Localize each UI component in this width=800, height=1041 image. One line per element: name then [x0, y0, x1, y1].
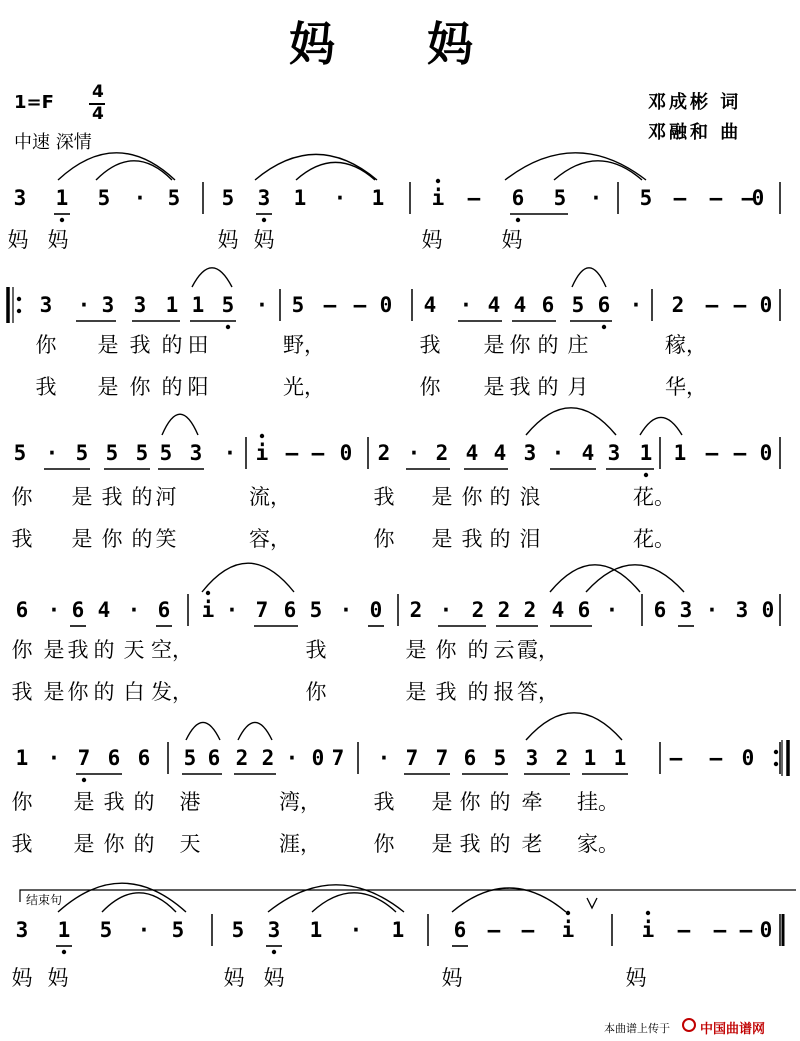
- lyric-syllable: 你: [67, 680, 89, 704]
- octave-dot-below: [272, 950, 276, 954]
- note: 6: [207, 746, 221, 770]
- lyric-syllable: 的: [489, 485, 511, 509]
- octave-dot-below: [60, 218, 64, 222]
- note: 2: [671, 293, 685, 317]
- lyric-syllable: 的: [93, 638, 115, 662]
- note: 5: [99, 918, 113, 942]
- site-logo-text: 中国曲谱网: [700, 1022, 766, 1037]
- octave-dot-above: [260, 434, 264, 438]
- lyric-syllable: 云: [493, 638, 515, 662]
- note: 3: [267, 918, 281, 942]
- note: ·: [47, 746, 61, 770]
- note: 1: [613, 746, 627, 770]
- note: 4: [465, 441, 479, 465]
- note: 0: [369, 598, 383, 622]
- repeat-dot: [17, 297, 21, 301]
- breath-mark: [587, 898, 597, 908]
- lyric-syllable: 是: [73, 790, 95, 814]
- note: i: [641, 918, 655, 942]
- lyricist-credit: 邓成彬 词: [648, 92, 742, 113]
- lyric-syllable: 的: [489, 832, 511, 856]
- note: ·: [551, 441, 565, 465]
- lyric-syllable: 阳: [187, 375, 209, 399]
- lyric-syllable: 涯，: [279, 832, 321, 856]
- note: 5: [493, 746, 507, 770]
- lyric-syllable: 的: [131, 485, 153, 509]
- lyric-syllable: 我: [11, 680, 33, 704]
- lyric-syllable: 妈: [421, 228, 443, 252]
- note: 5: [309, 598, 323, 622]
- lyric-syllable: 野，: [283, 333, 325, 357]
- lyric-syllable: 我: [11, 527, 33, 551]
- note: –: [669, 746, 683, 770]
- note: –: [353, 293, 367, 317]
- lyric-syllable: 笑: [155, 527, 177, 551]
- note: 2: [471, 598, 485, 622]
- note: ·: [339, 598, 353, 622]
- lyric-syllable: 的: [133, 832, 155, 856]
- note: 0: [759, 918, 773, 942]
- lyric-syllable: 光，: [283, 375, 325, 399]
- note: 6: [653, 598, 667, 622]
- note: –: [709, 746, 723, 770]
- lyric-syllable: 是: [73, 832, 95, 856]
- note: 0: [339, 441, 353, 465]
- octave-dot-below: [516, 218, 520, 222]
- note: –: [285, 441, 299, 465]
- note: 7: [331, 746, 345, 770]
- note: 4: [487, 293, 501, 317]
- note: –: [705, 293, 719, 317]
- note: 2: [261, 746, 275, 770]
- note: 2: [523, 598, 537, 622]
- note: ·: [77, 293, 91, 317]
- slur-arc: [58, 153, 175, 180]
- note: –: [323, 293, 337, 317]
- note: 5: [135, 441, 149, 465]
- note: ·: [589, 186, 603, 210]
- lyric-syllable: 的: [133, 790, 155, 814]
- note: 3: [15, 918, 29, 942]
- octave-dot-below: [62, 950, 66, 954]
- lyric-syllable: 妈: [263, 966, 285, 990]
- note: 5: [291, 293, 305, 317]
- slur-arc: [526, 408, 616, 435]
- note: ·: [459, 293, 473, 317]
- note: 1: [191, 293, 205, 317]
- note: ·: [223, 441, 237, 465]
- note: 0: [761, 598, 775, 622]
- lyric-syllable: 是: [71, 485, 93, 509]
- lyric-syllable: 你: [373, 527, 395, 551]
- note: 5: [221, 293, 235, 317]
- note: 6: [71, 598, 85, 622]
- note: 3: [189, 441, 203, 465]
- note: 5: [553, 186, 567, 210]
- lyric-syllable: 报: [493, 680, 515, 704]
- lyric-syllable: 是: [405, 680, 427, 704]
- note: –: [521, 918, 535, 942]
- slur-arc: [554, 161, 642, 180]
- lyric-syllable: 你: [101, 527, 123, 551]
- note: ·: [127, 598, 141, 622]
- note: ·: [47, 598, 61, 622]
- note: 1: [165, 293, 179, 317]
- note: i: [201, 598, 215, 622]
- upload-credit: 本曲谱上传于: [604, 1022, 670, 1035]
- note: 6: [511, 186, 525, 210]
- note: ·: [255, 293, 269, 317]
- lyric-syllable: 是: [97, 375, 119, 399]
- lyric-syllable: 的: [131, 527, 153, 551]
- lyric-syllable: 月: [567, 375, 589, 399]
- note: 5: [571, 293, 585, 317]
- lyric-syllable: 的: [467, 680, 489, 704]
- note: i: [561, 918, 575, 942]
- ending-bracket: [20, 890, 796, 902]
- ending-label: 结束句: [26, 893, 63, 907]
- lyric-syllable: 田: [187, 333, 209, 357]
- repeat-dot: [774, 750, 778, 754]
- lyric-syllable: 的: [161, 375, 183, 399]
- lyric-syllable: 你: [129, 375, 151, 399]
- octave-dot-below: [226, 325, 230, 329]
- lyric-syllable: 是: [431, 485, 453, 509]
- lyric-syllable: 是: [431, 790, 453, 814]
- note: 6: [463, 746, 477, 770]
- note: 4: [493, 441, 507, 465]
- note: 5: [167, 186, 181, 210]
- note: 3: [525, 746, 539, 770]
- lyric-syllable: 答，: [517, 680, 559, 704]
- lyric-syllable: 妈: [217, 228, 239, 252]
- lyric-syllable: 港: [179, 790, 201, 814]
- lyric-syllable: 的: [93, 680, 115, 704]
- note: 4: [581, 441, 595, 465]
- note: 1: [371, 186, 385, 210]
- note: –: [705, 441, 719, 465]
- lyric-syllable: 你: [373, 832, 395, 856]
- note: –: [677, 918, 691, 942]
- lyric-syllable: 你: [459, 790, 481, 814]
- octave-dot-below: [262, 218, 266, 222]
- note: 3: [13, 186, 27, 210]
- lyric-syllable: 的: [489, 790, 511, 814]
- lyric-syllable: 我: [35, 375, 57, 399]
- lyric-syllable: 河: [155, 485, 177, 509]
- note: 0: [741, 746, 755, 770]
- octave-dot-above: [436, 179, 440, 183]
- lyric-syllable: 空，: [151, 638, 193, 662]
- lyric-syllable: 我: [67, 638, 89, 662]
- lyric-syllable: 是: [97, 333, 119, 357]
- note: 5: [639, 186, 653, 210]
- slur-arc: [238, 722, 272, 740]
- lyric-syllable: 我: [461, 527, 483, 551]
- lyric-syllable: 的: [161, 333, 183, 357]
- lyric-syllable: 我: [373, 485, 395, 509]
- lyric-syllable: 是: [43, 638, 65, 662]
- lyric-syllable: 发，: [151, 680, 193, 704]
- note: 6: [157, 598, 171, 622]
- lyric-syllable: 我: [509, 375, 531, 399]
- slur-arc: [268, 885, 404, 912]
- slur-arc: [162, 414, 198, 435]
- note: ·: [705, 598, 719, 622]
- note: 7: [77, 746, 91, 770]
- note: 2: [497, 598, 511, 622]
- slur-arc: [202, 563, 294, 592]
- note: –: [673, 186, 687, 210]
- note: 1: [15, 746, 29, 770]
- lyric-syllable: 湾，: [279, 790, 321, 814]
- tempo-marking: 中速 深情: [14, 132, 92, 153]
- slur-arc: [192, 268, 232, 287]
- note: ·: [137, 918, 151, 942]
- lyric-syllable: 我: [101, 485, 123, 509]
- note: 7: [405, 746, 419, 770]
- slur-arc: [186, 722, 220, 740]
- lyric-syllable: 你: [11, 790, 33, 814]
- note: 5: [13, 441, 27, 465]
- slur-arc: [572, 268, 606, 287]
- lyric-syllable: 浪: [519, 485, 541, 509]
- composer-credit: 邓融和 曲: [648, 122, 742, 143]
- note: 6: [541, 293, 555, 317]
- slur-arc: [96, 161, 172, 180]
- lyric-syllable: 花。: [633, 527, 675, 551]
- note: 5: [105, 441, 119, 465]
- lyric-syllable: 我: [419, 333, 441, 357]
- note: 7: [435, 746, 449, 770]
- note: 0: [379, 293, 393, 317]
- lyric-syllable: 妈: [253, 228, 275, 252]
- note: ·: [629, 293, 643, 317]
- note: ·: [225, 598, 239, 622]
- octave-dot-below: [602, 325, 606, 329]
- note: 2: [435, 441, 449, 465]
- note: ·: [133, 186, 147, 210]
- lyric-syllable: 庄: [567, 333, 589, 357]
- slur-arc: [640, 417, 682, 435]
- lyric-syllable: 天: [179, 832, 201, 856]
- note: 6: [137, 746, 151, 770]
- lyric-syllable: 妈: [11, 966, 33, 990]
- slur-arc: [526, 713, 622, 740]
- note: 5: [75, 441, 89, 465]
- octave-dot-above: [206, 591, 210, 595]
- note: 2: [555, 746, 569, 770]
- lyric-syllable: 老: [521, 832, 543, 856]
- lyric-syllable: 流，: [249, 485, 291, 509]
- note: –: [733, 293, 747, 317]
- note: 1: [583, 746, 597, 770]
- note: 7: [255, 598, 269, 622]
- slur-arc: [452, 888, 566, 912]
- note: 6: [597, 293, 611, 317]
- lyric-syllable: 我: [103, 790, 125, 814]
- lyric-syllable: 妈: [47, 228, 69, 252]
- note: 0: [751, 186, 765, 210]
- lyric-syllable: 天: [123, 638, 145, 662]
- lyric-syllable: 你: [103, 832, 125, 856]
- lyric-syllable: 的: [489, 527, 511, 551]
- lyric-syllable: 我: [435, 680, 457, 704]
- note: 1: [309, 918, 323, 942]
- lyric-syllable: 是: [405, 638, 427, 662]
- octave-dot-above: [646, 911, 650, 915]
- time-signature-top: 4: [92, 82, 104, 102]
- note: 6: [15, 598, 29, 622]
- lyric-syllable: 是: [431, 527, 453, 551]
- lyric-syllable: 妈: [625, 966, 647, 990]
- note: 0: [759, 293, 773, 317]
- lyric-syllable: 你: [35, 333, 57, 357]
- lyric-syllable: 白: [123, 680, 145, 704]
- note: 4: [97, 598, 111, 622]
- note: 3: [523, 441, 537, 465]
- note: 3: [607, 441, 621, 465]
- note: 4: [551, 598, 565, 622]
- note: ·: [349, 918, 363, 942]
- note: 3: [679, 598, 693, 622]
- lyric-syllable: 花。: [633, 485, 675, 509]
- note: 2: [409, 598, 423, 622]
- lyric-syllable: 是: [483, 333, 505, 357]
- note: 0: [311, 746, 325, 770]
- lyric-syllable: 你: [419, 375, 441, 399]
- key-signature: 1=F: [14, 92, 54, 113]
- note: 5: [159, 441, 173, 465]
- note: 3: [101, 293, 115, 317]
- slur-arc: [296, 162, 375, 180]
- note: 2: [235, 746, 249, 770]
- song-title: 妈 妈: [288, 17, 511, 71]
- note: –: [487, 918, 501, 942]
- lyric-syllable: 你: [11, 638, 33, 662]
- lyric-syllable: 我: [11, 832, 33, 856]
- slur-arc: [312, 893, 396, 912]
- note: i: [431, 186, 445, 210]
- repeat-dot: [774, 762, 778, 766]
- note: 1: [639, 441, 653, 465]
- lyric-syllable: 牵: [521, 790, 543, 814]
- note: 6: [107, 746, 121, 770]
- note: 5: [183, 746, 197, 770]
- slur-arc: [586, 565, 684, 592]
- note: –: [739, 918, 753, 942]
- lyric-syllable: 华，: [665, 375, 707, 399]
- slur-arc: [550, 565, 640, 592]
- lyric-syllable: 妈: [441, 966, 463, 990]
- note: 1: [391, 918, 405, 942]
- note: –: [311, 441, 325, 465]
- note: ·: [377, 746, 391, 770]
- repeat-dot: [17, 309, 21, 313]
- lyric-syllable: 容，: [249, 527, 291, 551]
- note: ·: [333, 186, 347, 210]
- lyric-syllable: 是: [71, 527, 93, 551]
- lyric-syllable: 妈: [7, 228, 29, 252]
- lyric-syllable: 的: [537, 333, 559, 357]
- note: ·: [439, 598, 453, 622]
- note: –: [709, 186, 723, 210]
- lyric-syllable: 的: [467, 638, 489, 662]
- note: ·: [407, 441, 421, 465]
- lyric-syllable: 是: [431, 832, 453, 856]
- note: ·: [285, 746, 299, 770]
- note: 3: [133, 293, 147, 317]
- lyric-syllable: 我: [305, 638, 327, 662]
- lyric-syllable: 妈: [47, 966, 69, 990]
- note: 3: [257, 186, 271, 210]
- note: 5: [97, 186, 111, 210]
- lyric-syllable: 你: [509, 333, 531, 357]
- site-logo-icon: [682, 1018, 696, 1032]
- note: 0: [759, 441, 773, 465]
- note: ·: [605, 598, 619, 622]
- lyric-syllable: 家。: [577, 832, 619, 856]
- note: 4: [423, 293, 437, 317]
- note: 1: [57, 918, 71, 942]
- octave-dot-below: [82, 778, 86, 782]
- lyric-syllable: 稼，: [665, 333, 707, 357]
- note: 6: [283, 598, 297, 622]
- note: 2: [377, 441, 391, 465]
- note: –: [713, 918, 727, 942]
- note: –: [733, 441, 747, 465]
- lyric-syllable: 霞，: [517, 638, 559, 662]
- lyric-syllable: 你: [435, 638, 457, 662]
- note: 1: [293, 186, 307, 210]
- note: ·: [45, 441, 59, 465]
- lyric-syllable: 我: [459, 832, 481, 856]
- lyric-syllable: 你: [11, 485, 33, 509]
- note: 3: [39, 293, 53, 317]
- note: –: [467, 186, 481, 210]
- note: 5: [171, 918, 185, 942]
- lyric-syllable: 妈: [223, 966, 245, 990]
- lyric-syllable: 的: [537, 375, 559, 399]
- note: 1: [55, 186, 69, 210]
- note: –: [741, 186, 755, 210]
- lyric-syllable: 你: [305, 680, 327, 704]
- lyric-syllable: 你: [461, 485, 483, 509]
- lyric-syllable: 是: [483, 375, 505, 399]
- note: 6: [453, 918, 467, 942]
- octave-dot-below: [644, 473, 648, 477]
- lyric-syllable: 是: [43, 680, 65, 704]
- note: 5: [221, 186, 235, 210]
- note: 5: [231, 918, 245, 942]
- note: 6: [577, 598, 591, 622]
- lyric-syllable: 妈: [501, 228, 523, 252]
- octave-dot-above: [566, 911, 570, 915]
- lyric-syllable: 我: [373, 790, 395, 814]
- note: 4: [513, 293, 527, 317]
- note: 3: [735, 598, 749, 622]
- lyric-syllable: 我: [129, 333, 151, 357]
- note: 1: [673, 441, 687, 465]
- note: i: [255, 441, 269, 465]
- time-signature-bottom: 4: [92, 104, 104, 124]
- lyric-syllable: 挂。: [577, 790, 619, 814]
- lyric-syllable: 泪: [519, 527, 541, 551]
